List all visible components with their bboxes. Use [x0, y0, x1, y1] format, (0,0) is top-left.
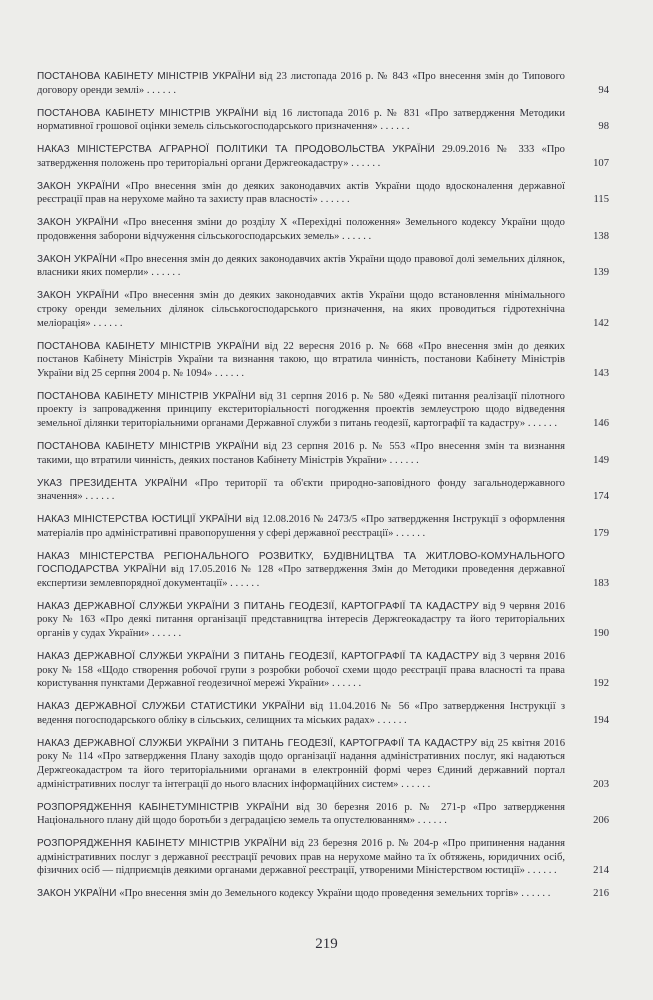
toc-entry-page-number: 174	[593, 491, 609, 503]
toc-entry-page-number: 94	[598, 84, 609, 96]
toc-entry-title: від 22 вересня 2016 р. № 668 «Про внесення змін до деяких постанов Кабінету Міністрів України та визнання такою, що втратила чинність, постанови Кабінету Міністрів України від 25 серпня 2004 р. № 1094» . . . . . .	[37, 340, 565, 379]
toc-entry-heading: УКАЗ ПРЕЗИДЕНТА УКРАЇНИ	[37, 477, 188, 489]
toc-entry	[37, 477, 609, 504]
toc-entry-title: 29.09.2016 № 333 «Про затвердження положень про територіальні органи Держгеокадастру» . . . . . .	[37, 144, 565, 169]
toc-entry	[37, 440, 609, 467]
toc-entry-title: від 23 серпня 2016 р. № 553 «Про внесення змін та визнання такими, що втратили чинність, деяких постанов Кабінету Міністрів України» . . . . . .	[37, 440, 565, 466]
toc-entry-title: від 12.08.2016 № 2473/5 «Про затвердження Інструкції з оформлення матеріалів про адміністративні правопорушення у сфері державної реєстрації» . . . . . .	[37, 514, 566, 539]
toc-entry-page-number: 206	[593, 815, 609, 827]
toc-entry	[37, 700, 609, 727]
toc-entry	[37, 737, 609, 791]
toc-entry-heading: НАКАЗ ДЕРЖАВНОЇ СЛУЖБИ УКРАЇНИ З ПИТАНЬ ГЕОДЕЗІЇ, КАРТОГРАФІЇ ТА КАДАСТРУ	[37, 737, 478, 749]
toc-entry-heading: ПОСТАНОВА КАБІНЕТУ МІНІСТРІВ УКРАЇНИ	[37, 107, 259, 119]
toc-entry	[37, 143, 609, 170]
toc-entry	[37, 107, 609, 134]
toc-entry-heading: ЗАКОН УКРАЇНИ	[37, 290, 119, 302]
toc-entry-page-number: 139	[593, 267, 609, 279]
toc-entry-title: від 3 червня 2016 року № 158 «Щодо створення робочої групи з розробки робочої схеми щодо реєстрації права власності та права користування пунктами Державної геодезичної мережі України» . . . . . .	[37, 651, 565, 690]
toc-entry-title: «Про території та об'єкти природно-заповідного фонду загальнодержавного значення» . . . . . .	[37, 477, 565, 503]
toc-entry	[37, 801, 609, 828]
toc-entry-title: «Про внесення зміни до розділу X «Перехідні положення» Земельного кодексу України щодо продовження заборони відчуження сільськогосподарських земель» . . . . . .	[37, 217, 565, 242]
page-number: 219	[315, 936, 338, 952]
toc-entry-title: від 9 червня 2016 року № 163 «Про деякі питання організації представництва інтересів Держгеокадастру та його територіальних органів у судах України» . . . . . .	[37, 600, 565, 640]
toc-entry-title: «Про внесення змін до деяких законодавчих актів України щодо вдосконалення державної реєстрації прав на нерухоме майно та захисту прав власності» . . . . . .	[37, 180, 565, 206]
toc-entry	[37, 887, 609, 901]
toc-entry	[37, 600, 609, 641]
toc-entry-heading: НАКАЗ ДЕРЖАВНОЇ СЛУЖБИ УКРАЇНИ З ПИТАНЬ ГЕОДЕЗІЇ, КАРТОГРАФІЇ ТА КАДАСТРУ	[37, 600, 479, 612]
toc-entry-title: від 31 серпня 2016 р. № 580 «Деякі питання реалізації пілотного проекту із запровадження принципу екстериторіальності погодження проектів землеустрою щодо відведення земельної ділянки територіальними органами Державної служби з питань геодезії, картографії та кадастру» . . . . . .	[37, 390, 565, 429]
toc-entry-title: від 23 листопада 2016 р. № 843 «Про внесення змін до Типового договору оренди землі» . . . . . .	[37, 71, 565, 96]
toc-entry	[37, 390, 609, 431]
toc-entry-heading: ПОСТАНОВА КАБІНЕТУ МІНІСТРІВ УКРАЇНИ	[37, 440, 259, 452]
toc-entry-page-number: 203	[593, 778, 609, 790]
toc-entry-heading: РОЗПОРЯДЖЕННЯ КАБІНЕТУ МІНІСТРІВ УКРАЇНИ	[37, 838, 287, 850]
toc-entry	[37, 650, 609, 691]
toc-entry-heading: ЗАКОН УКРАЇНИ	[37, 253, 117, 265]
toc-entry-page-number: 194	[593, 714, 609, 726]
toc-entry	[37, 70, 609, 97]
toc-entry-page-number: 192	[593, 678, 609, 690]
toc-entry-page-number: 183	[593, 577, 609, 589]
toc-entry-heading: ЗАКОН УКРАЇНИ	[37, 888, 117, 900]
toc-entry-heading: ПОСТАНОВА КАБІНЕТУ МІНІСТРІВ УКРАЇНИ	[37, 390, 256, 402]
toc-entry-title: від 23 березня 2016 р. № 204-р «Про припинення надання адміністративних послуг з державної реєстрації речових прав на нерухоме майно та їх обтяжень, юридичних осіб, фізичних осіб — підприємців деякими органами державної реєстрації, утвореними Міністерством юстиції» . . . . . .	[37, 838, 565, 877]
toc-entry-page-number: 143	[593, 367, 609, 379]
toc-entry-heading: РОЗПОРЯДЖЕННЯ КАБІНЕТУМІНІСТРІВ УКРАЇНИ	[37, 801, 290, 813]
toc-entry-heading: ЗАКОН УКРАЇНИ	[37, 217, 119, 229]
toc-entry-page-number: 146	[593, 418, 609, 429]
toc-entry-page-number: 190	[593, 628, 609, 640]
toc-entry	[37, 837, 609, 878]
toc-entry-title: від 25 квітня 2016 року № 114 «Про затвердження Плану заходів щодо організації надання адміністративних послуг, які надаються Держгеокадастром та його територіальними органами в електронній формі через Єдиний державний портал адміністративних послуг та інтеграції до нього власних інформаційних систем» . . . . . .	[37, 737, 566, 790]
toc-entry-title: від 11.04.2016 № 56 «Про затвердження Інструкції з ведення погосподарського обліку в сільських, селищних та міських радах» . . . . . .	[37, 701, 565, 726]
toc-entry	[37, 253, 609, 280]
toc-entry-page-number: 138	[593, 230, 609, 242]
toc-entry-heading: НАКАЗ МІНІСТЕРСТВА РЕГІОНАЛЬНОГО РОЗВИТКУ, БУДІВНИЦТВА ТА ЖИТЛОВО-КОМУНАЛЬНОГО ГОСПОДАРСТВА УКРАЇНИ	[37, 550, 565, 576]
toc-entry-title: «Про внесення змін до деяких законодавчих актів України щодо встановлення мінімального строку оренди земельних ділянок сільськогосподарського призначення, на яких проводиться гідротехнічна меліорація» . . . . . .	[37, 290, 565, 329]
toc-entry-page-number: 179	[593, 527, 609, 539]
toc-entry-page-number: 142	[593, 317, 609, 329]
toc-entry	[37, 513, 609, 540]
toc-entry-page-number: 216	[593, 888, 609, 900]
toc-entry	[37, 550, 609, 591]
toc-entry-heading: НАКАЗ МІНІСТЕРСТВА ЮСТИЦІЇ УКРАЇНИ	[37, 514, 242, 526]
toc-entry-heading: ПОСТАНОВА КАБІНЕТУ МІНІСТРІВ УКРАЇНИ	[37, 340, 260, 352]
toc-entry	[37, 340, 609, 381]
toc-entry-heading: ПОСТАНОВА КАБІНЕТУ МІНІСТРІВ УКРАЇНИ	[37, 71, 256, 82]
toc-entry-title: від 16 листопада 2016 р. № 831 «Про затвердження Методики нормативної грошової оцінки земель сільськогосподарського призначення» . . . . . .	[37, 107, 565, 133]
toc-entry-title: від 30 березня 2016 р. № 271-р «Про затвердження Національного плану дій щодо боротьби з деградацією земель та опустелюванням» . . . . . .	[37, 801, 565, 827]
toc-entry-page-number: 149	[593, 454, 609, 466]
toc-entry-title: від 17.05.2016 № 128 «Про затвердження Змін до Методики проведення державної експертизи землевпорядної документації» . . . . . .	[37, 564, 565, 589]
toc-entry-heading: НАКАЗ МІНІСТЕРСТВА АГРАРНОЇ ПОЛІТИКИ ТА ПРОДОВОЛЬСТВА УКРАЇНИ	[37, 144, 435, 156]
toc-entry-page-number: 107	[593, 157, 609, 169]
toc-entry-title: «Про внесення змін до деяких законодавчих актів України щодо правової долі земельних ділянок, власники яких померли» . . . . . .	[37, 253, 565, 279]
toc-entry	[37, 289, 609, 330]
toc-entry	[37, 180, 609, 207]
toc-entry-title: «Про внесення змін до Земельного кодексу України щодо проведення земельних торгів» . . . . . .	[119, 888, 551, 900]
toc-entry-heading: НАКАЗ ДЕРЖАВНОЇ СЛУЖБИ УКРАЇНИ З ПИТАНЬ ГЕОДЕЗІЇ, КАРТОГРАФІЇ ТА КАДАСТРУ	[37, 651, 479, 663]
table-of-contents	[37, 70, 609, 910]
toc-entry	[37, 216, 609, 243]
toc-entry-heading: НАКАЗ ДЕРЖАВНОЇ СЛУЖБИ СТАТИСТИКИ УКРАЇНИ	[37, 701, 305, 713]
toc-entry-page-number: 115	[593, 194, 609, 206]
toc-entry-page-number: 98	[598, 121, 609, 133]
toc-entry-heading: ЗАКОН УКРАЇНИ	[37, 180, 120, 192]
toc-entry-page-number: 214	[593, 865, 609, 877]
